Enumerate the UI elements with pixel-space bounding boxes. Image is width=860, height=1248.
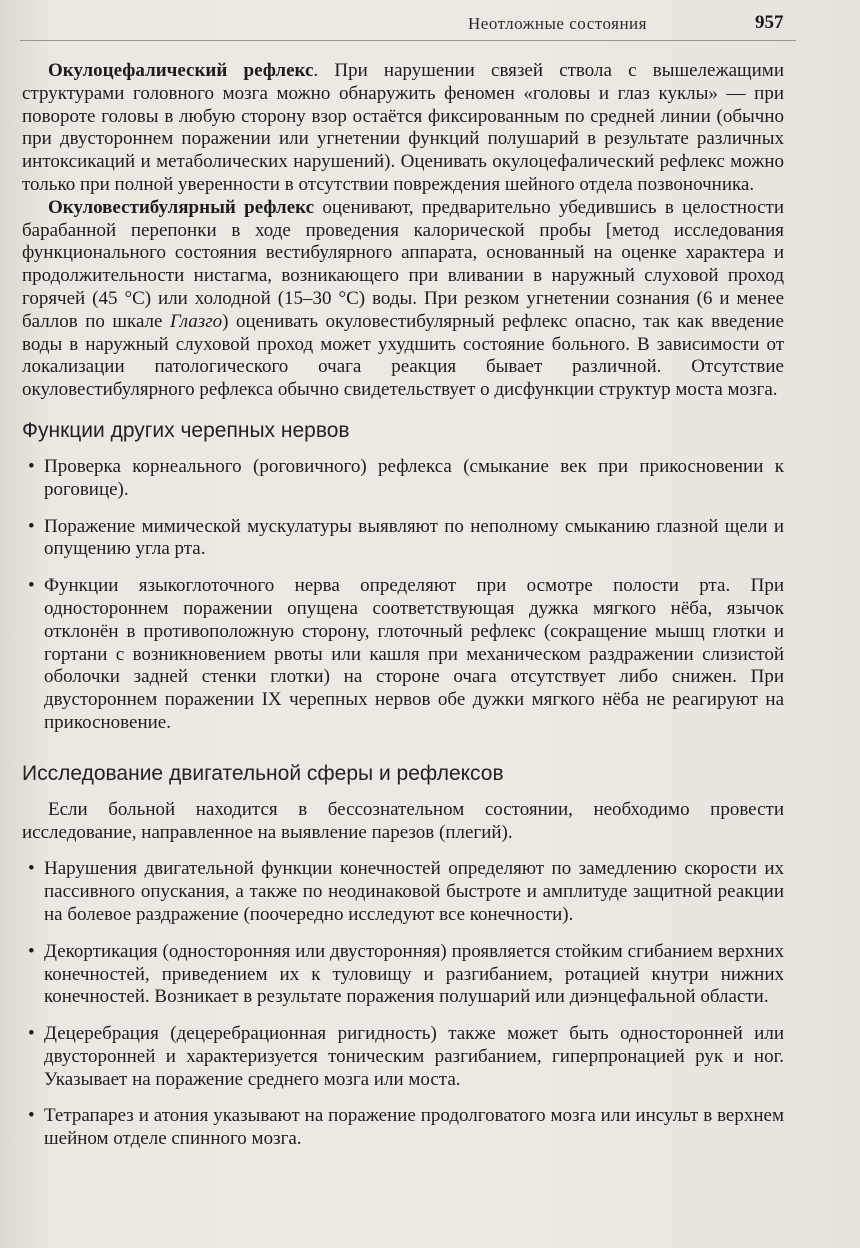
list-item-text: Тетрапарез и атония указывают на поражение продолговатого мозга или инсульт в верхнем шейном отделе спинного мозга. — [44, 1105, 784, 1150]
bullet-icon: • — [28, 515, 35, 537]
term-oculocephalic-reflex: Окулоцефалический рефлекс — [48, 60, 314, 81]
motor-sphere-list — [22, 858, 784, 1151]
bullet-icon: • — [28, 455, 35, 477]
section-heading-motor-sphere: Исследование двигательной сферы и рефлексов — [22, 761, 504, 785]
list-item — [22, 941, 784, 1009]
list-item-text: Нарушения двигательной функции конечностей определяют по замедлению скорости их пассивного опускания, а также по неодинаковой быстроте и амплитуде защитной реакции на болевое раздражение (поочередно исследуют все конечности). — [44, 858, 784, 925]
list-item — [22, 516, 784, 562]
header-rule — [20, 40, 796, 41]
glasgow-scale-name: Глазго — [169, 310, 223, 332]
list-item — [22, 575, 784, 735]
running-title: Неотложные состояния — [468, 14, 647, 33]
paragraph-text: . При нарушении связей ствола с вышележащими структурами головного мозга можно обнаружить феномен «головы и глаз куклы» — при повороте головы в любую сторону взор остаётся фиксированным по средней линии (обычно при двустороннем поражении или угнетении функций полушарий в результате различных интоксикаций и метаболических нарушений). Оценивать окулоцефалический рефлекс можно только при полной уверенности в отсутствии повреждения шейного отдела позвоночника. — [22, 60, 784, 195]
bullet-icon: • — [28, 1023, 35, 1045]
paragraph-motor-intro: Если больной находится в бессознательном состоянии, необходимо провести исследование, направленное на выявление парезов (плегий). — [22, 798, 784, 843]
list-item — [22, 858, 784, 926]
paragraph-text: оценивают, предварительно убедившись в целостности барабанной перепонки в ходе проведения калорической пробы [метод исследования функционального состояния вестибулярного аппарата, основанный на оценке характера и продолжительности нистагма, возникающего при вливании в наружный слуховой проход горячей (45 °С) или холодной (15–30 °С) воды. При резком угнетении сознания (6 и менее баллов по шкале — [22, 196, 784, 332]
bullet-icon: • — [28, 575, 35, 597]
term-oculovestibular-reflex: Окуловестибулярный рефлекс — [48, 196, 315, 218]
page-content — [22, 60, 784, 1165]
bullet-icon: • — [28, 1105, 35, 1127]
list-item-text: Децеребрация (децеребрационная ригидность) также может быть односторонней или двусторонней и характеризуется тоническим разгибанием, гиперпронацией рук и ног. Указывает на поражение среднего мозга или моста. — [44, 1023, 784, 1090]
page-number: 957 — [755, 12, 784, 33]
list-item-text: Функции языкоглоточного нерва определяют при осмотре полости рта. При одностороннем поражении опущена соответствующая дужка мягкого нёба, язычок отклонён в противоположную сторону, глоточный рефлекс (сокращение мышц глотки и гортани с возникновением рвоты или кашля при механическом раздражении слизистой оболочки задней стенки глотки) на стороне очага отсутствует либо снижен. При двустороннем поражении IX черепных нервов обе дужки мягкого нёба не реагируют на прикосновение. — [44, 575, 784, 733]
cranial-nerves-list — [22, 456, 784, 735]
list-item-text: Проверка корнеального (роговичного) рефлекса (смыкание век при прикосновении к роговице). — [44, 455, 784, 500]
paragraph-oculocephalic — [22, 60, 784, 197]
list-item — [22, 456, 784, 502]
list-item-text: Поражение мимической мускулатуры выявляют по неполному смыканию глазной щели и опущению угла рта. — [44, 515, 784, 560]
list-item — [22, 1105, 784, 1151]
bullet-icon: • — [28, 858, 35, 880]
paragraph-oculovestibular — [22, 197, 784, 402]
paragraph-text: ) оценивать окуловестибулярный рефлекс опасно, так как введение воды в наружный слуховой проход может ухудшить состояние больного. В зависимости от локализации патологического очага реакция бывает различной. Отсутствие окуловестибулярного рефлекса обычно свидетельствует о дисфункции структур моста мозга. — [22, 310, 784, 401]
bullet-icon: • — [28, 940, 35, 962]
running-header — [0, 10, 860, 40]
section-heading-cranial-nerves: Функции других черепных нервов — [22, 418, 350, 442]
list-item-text: Декортикация (односторонняя или двусторонняя) проявляется стойким сгибанием верхних конечностей, приведением их к туловищу и разгибанием, ротацией кнутри нижних конечностей. Возникает в результате поражения полушарий или диэнцефальной области. — [44, 940, 784, 1008]
list-item — [22, 1023, 784, 1091]
